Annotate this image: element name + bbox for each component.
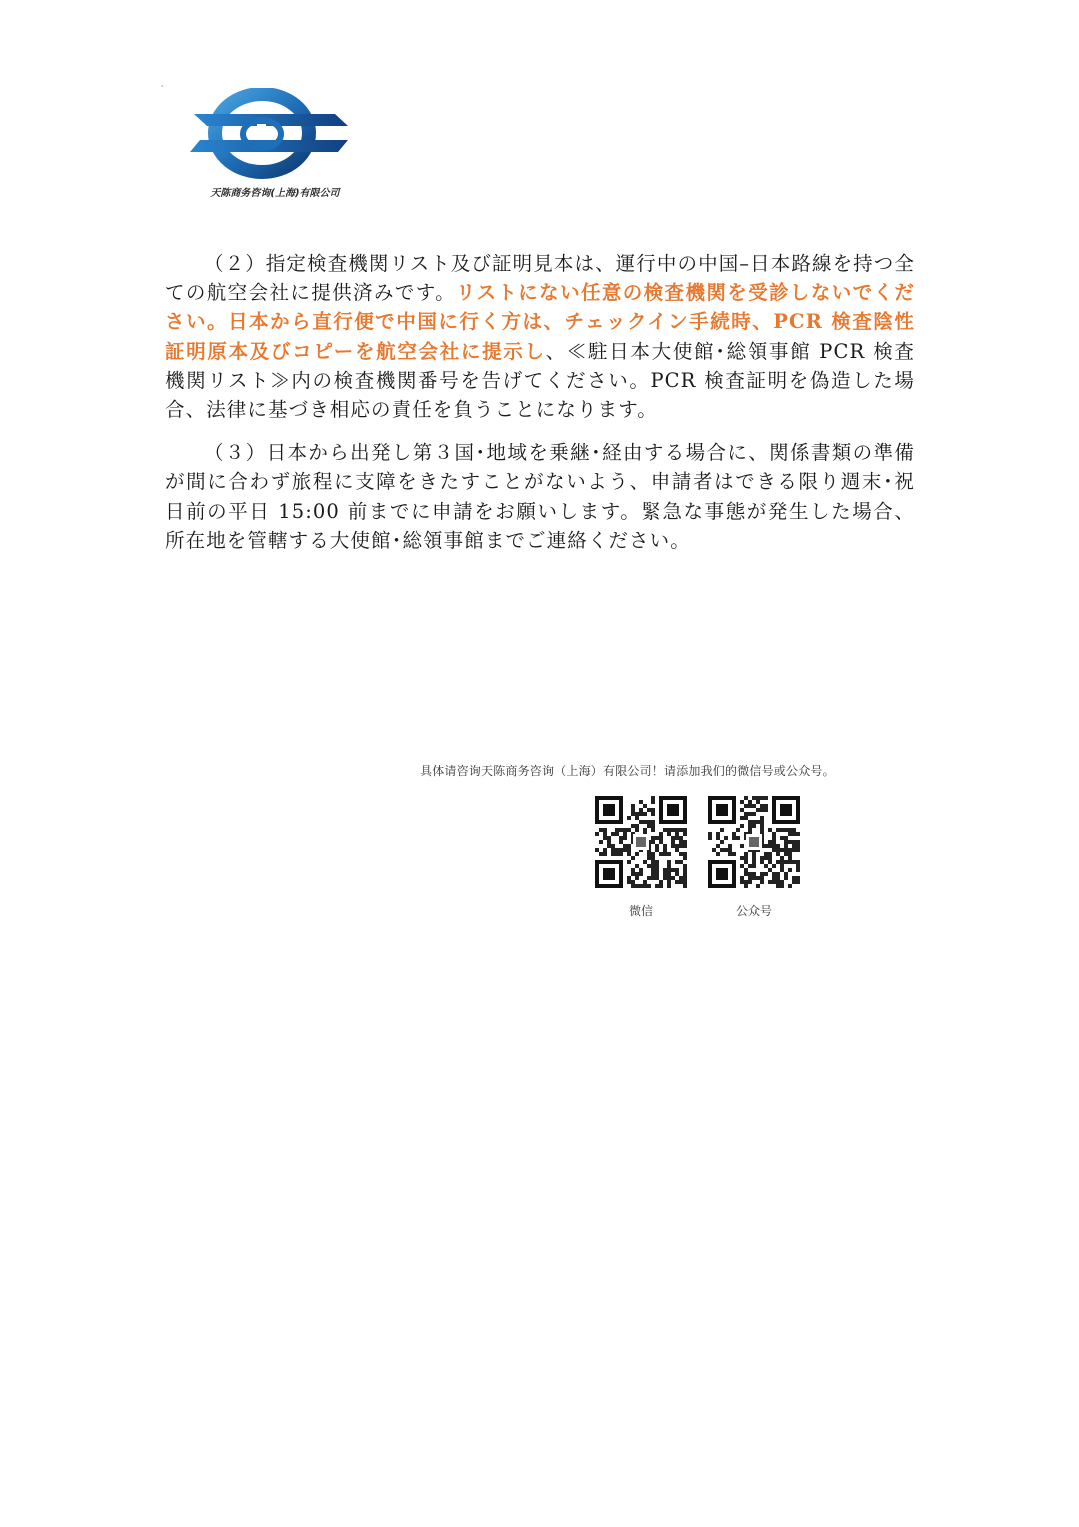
corner-mark: '	[161, 84, 164, 93]
contact-text: 具体请咨询天陈商务咨询（上海）有限公司！请添加我们的微信号或公众号。	[420, 764, 835, 778]
qr-wechat[interactable]	[595, 796, 687, 919]
logo-emblem	[180, 88, 370, 184]
qr-code-official-icon[interactable]	[708, 796, 800, 888]
paragraph-2-highlight: リストにない任意の検査機関を受診しないでください。日本から直行便で中国に行く方は、チェックイン手続時、PCR 検査陰性証明原本及びコピーを航空会社に提示し	[165, 281, 916, 363]
qr-official-label: 公众号	[735, 904, 772, 918]
qr-code-wechat-icon[interactable]	[595, 796, 687, 888]
logo-company-name: 天陈商务咨询(上海)有限公司	[210, 188, 340, 199]
paragraph-3: （３）日本から出発し第３国･地域を乗継･経由する場合に、関係書類の準備が間に合わず旅程に支障をきたすことがないよう、申請者はできる限り週末･祝日前の平日 15:00 前までに申請をお願いします。緊急な事態が発生した場合、所在地を管轄する大使館･総領事館までご連絡ください。	[165, 441, 915, 552]
document-body	[165, 249, 915, 569]
qr-wechat-label: 微信	[628, 904, 653, 918]
qr-official-account[interactable]	[708, 796, 800, 919]
paragraph-2-text-b: 、≪駐日本大使館･総領事館 PCR 検査機関リスト≫内の検査機関番号を告げてください。PCR 検査証明を偽造した場合、法律に基づき相応の責任を負うことになります。	[165, 339, 915, 422]
company-logo	[180, 88, 370, 206]
paragraph-2-text-a: （２）指定検査機関リスト及び証明見本は、運行中の中国–日本路線を持つ全ての航空会社に提供済みです。	[165, 252, 915, 305]
paragraph-2	[165, 249, 915, 424]
